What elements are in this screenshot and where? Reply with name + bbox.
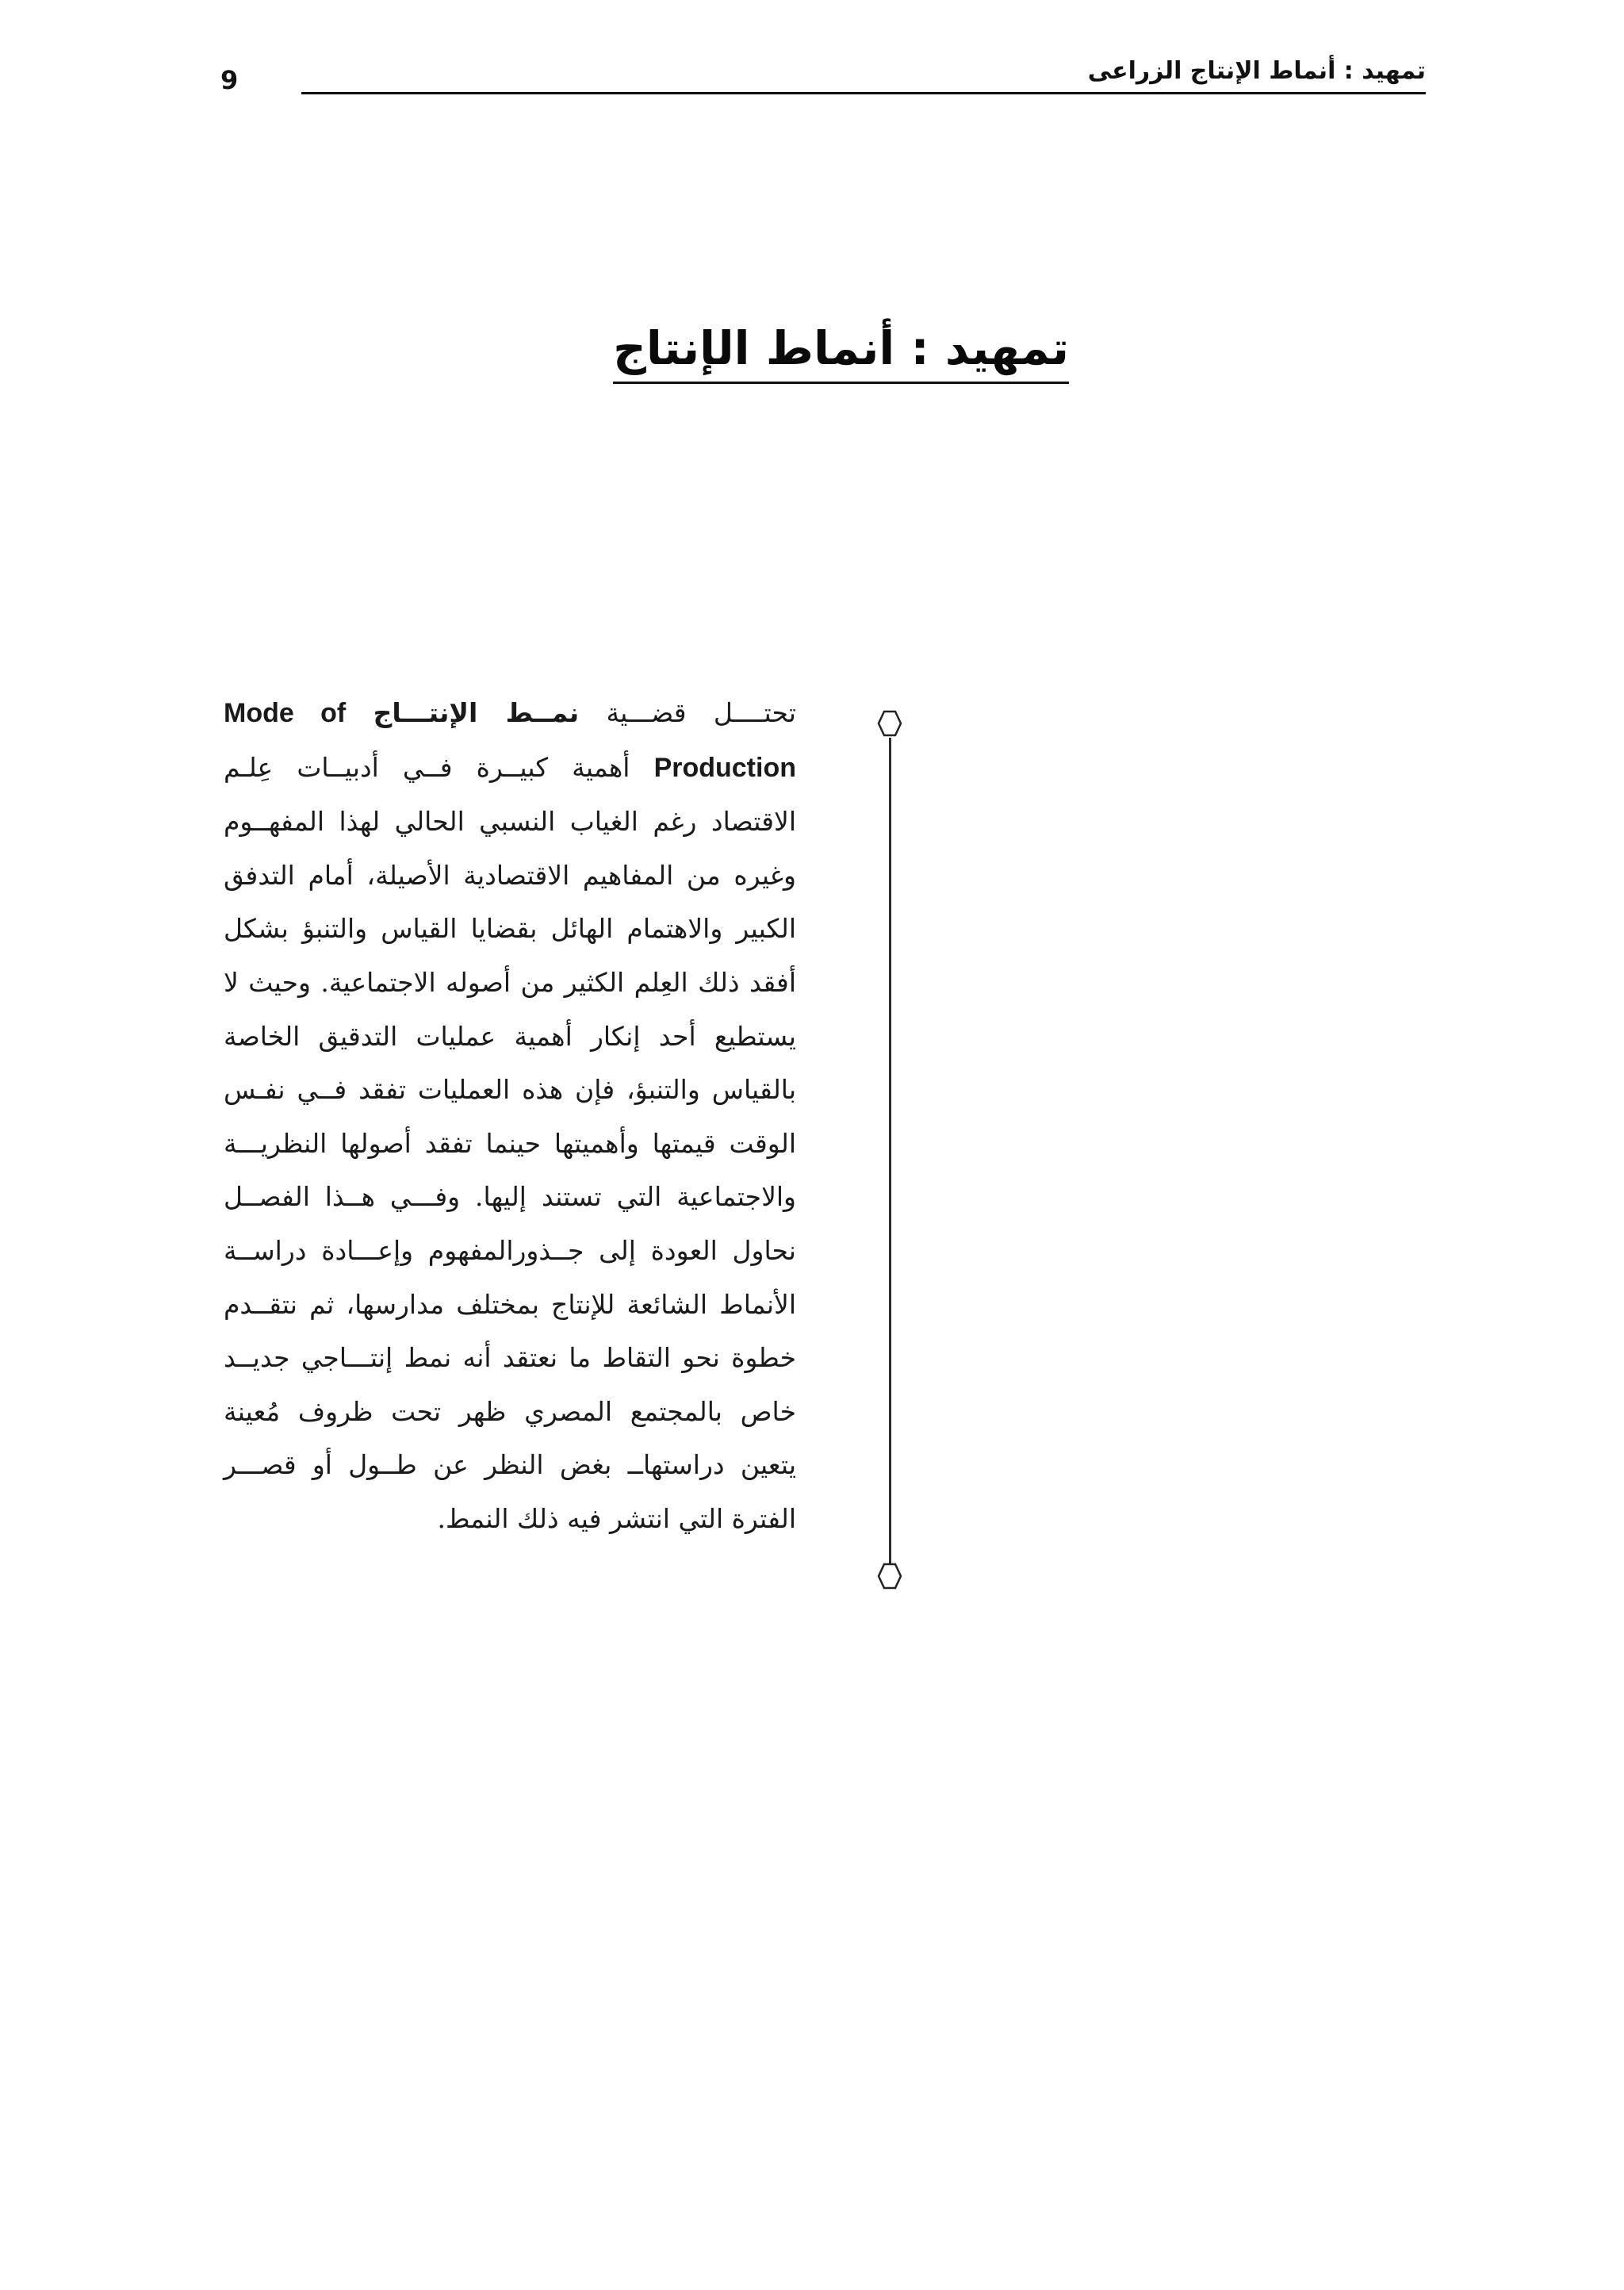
hexagon-ornament-top-icon	[877, 710, 902, 737]
key-term-arabic: نمــط الإنتـــاج	[373, 697, 580, 728]
chapter-title: تمهيد : أنماط الإنتاج	[613, 321, 1069, 384]
hexagon-ornament-bottom-icon	[877, 1563, 902, 1590]
body-paragraph	[224, 686, 796, 1546]
margin-rule	[889, 738, 891, 1567]
header-rule	[301, 92, 1426, 94]
key-term-english: Mode of Production	[224, 698, 796, 783]
paragraph-text: أهمية كبيــرة فــي أدبيــات عِلـم الاقتصاد رغم الغياب النسبي الحالي لهذا المفهــوم وغيره من المفاهيم الاقتصادية الأصيلة، أمام التدفق الكبير والاهتمام الهائل بقضايا القياس والتنبؤ بشكل أفقد ذلك العِلم الكثير من أصوله الاجتماعية. وحيث لا يستطيع أحد إنكار أهمية عمليات التدقيق الخاصة بالقياس والتنبؤ، فإن هذه العمليات تفقد فــي نفـس الوقت قيمتها وأهميتها حينما تفقد أصولها النظريـــة والاجتماعية التي تستند إليها. وفـــي هــذا الفصــل نحاول العودة إلى جــذورالمفهوم وإعـــادة دراســة الأنماط الشائعة للإنتاج بمختلف مدارسها، ثم نتقــدم خطوة نحو التقاط ما نعتقد أنه نمط إنتـــاجي جديــد خاص بالمجتمع المصري ظهر تحت ظروف مُعينة يتعين دراستهاــ بغض النظر عن طــول أو قصـــر الفترة التي انتشر فيه ذلك النمط.	[224, 751, 796, 1534]
running-header: تمهيد : أنماط الإنتاج الزراعى	[1087, 57, 1426, 85]
page-number: 9	[220, 65, 239, 95]
paragraph-intro: تحتــــل قضـــية	[606, 697, 796, 728]
